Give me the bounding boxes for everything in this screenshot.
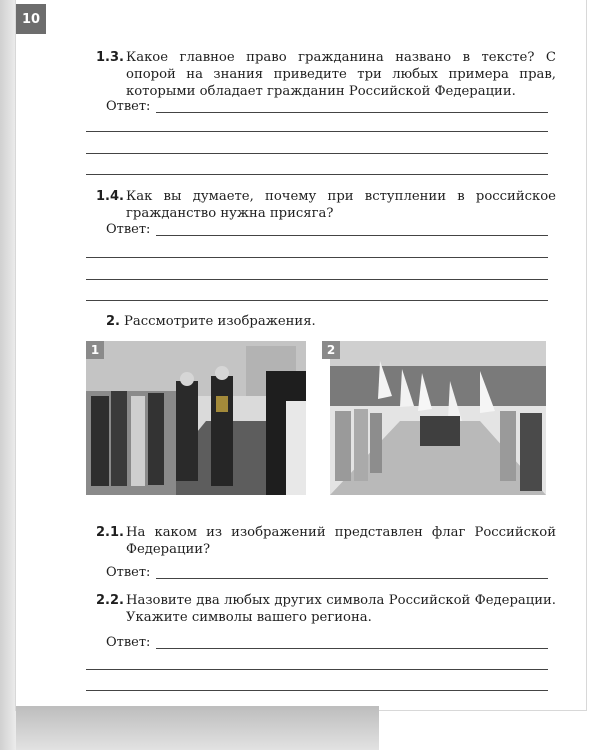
question-text: Какое главное право гражданина названо в тексте? С опорой на знания приведите три любых примера прав, которыми обладает гражданин Российской Федерации. — [126, 50, 556, 99]
question-number: 1.4. — [96, 189, 124, 204]
answer-row-2-1[interactable] — [106, 565, 548, 583]
answer-line[interactable] — [156, 578, 548, 579]
question-number: 2. — [106, 314, 120, 329]
photo-flags — [330, 341, 546, 495]
answer-line[interactable] — [86, 257, 548, 258]
answer-line[interactable] — [156, 112, 548, 113]
answer-row-1-4[interactable] — [106, 222, 548, 240]
page-edge-shadow — [0, 0, 16, 750]
question-2 — [106, 313, 566, 330]
question-2-1 — [96, 524, 556, 558]
answer-row-1-3[interactable] — [106, 99, 548, 117]
answer-line[interactable] — [86, 153, 548, 154]
question-text: Как вы думаете, почему при вступлении в российское гражданство нужна присяга? — [126, 189, 556, 221]
answer-row-2-2[interactable] — [106, 635, 548, 653]
question-text: Назовите два любых других символа Российской Федерации. Укажите символы вашего региона. — [126, 593, 556, 625]
answer-line[interactable] — [156, 235, 548, 236]
question-text: Рассмотрите изображения. — [124, 314, 316, 329]
flags-photo-graphic — [330, 341, 546, 495]
answer-line[interactable] — [86, 669, 548, 670]
answer-label: Ответ: — [106, 222, 151, 237]
page-bottom-shadow — [16, 706, 379, 750]
image-badge: 1 — [86, 341, 104, 359]
answer-line[interactable] — [86, 279, 548, 280]
ceremony-photo-graphic — [86, 341, 306, 495]
answer-line[interactable] — [156, 648, 548, 649]
question-text: На каком из изображений представлен флаг Российской Федерации? — [126, 525, 556, 557]
question-number: 2.1. — [96, 525, 124, 540]
answer-label: Ответ: — [106, 635, 151, 650]
answer-line[interactable] — [86, 174, 548, 175]
answer-line[interactable] — [86, 300, 548, 301]
question-1-4 — [96, 188, 556, 222]
photo-ceremony — [86, 341, 306, 495]
answer-line[interactable] — [86, 131, 548, 132]
answer-label: Ответ: — [106, 565, 151, 580]
image-badge: 2 — [322, 341, 340, 359]
question-2-2 — [96, 592, 556, 626]
page-number: 10 — [16, 4, 46, 34]
answer-line[interactable] — [86, 690, 548, 691]
question-number: 1.3. — [96, 50, 124, 65]
question-number: 2.2. — [96, 593, 124, 608]
question-1-3 — [96, 49, 556, 100]
answer-label: Ответ: — [106, 99, 151, 114]
